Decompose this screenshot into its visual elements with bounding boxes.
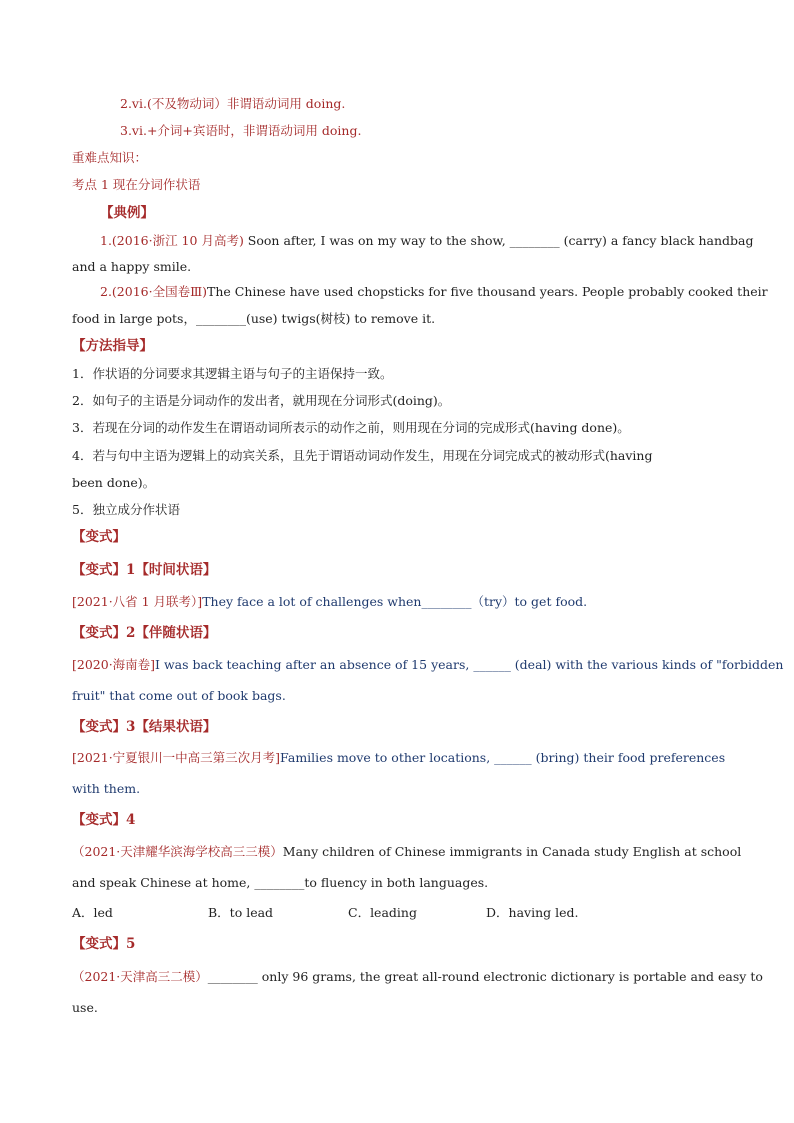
variant-2-text: I was back teaching after an absence of 15 years, ______ (deal) with the various kinds of "forbidden (155, 657, 784, 672)
example-1 (100, 233, 754, 249)
variant-5-header: 【变式】5 (72, 936, 136, 952)
variant-4-source: （2021·天津耀华滨海学校高三三模） (72, 844, 283, 859)
method-3: 3．若现在分词的动作发生在谓语动词所表示的动作之前，则用现在分词的完成形式(having done)。 (72, 420, 630, 435)
example-2-text: The Chinese have used chopsticks for five thousand years. People probably cooked their (207, 284, 768, 299)
variant-1-source: [2021·八省 1 月联考）] (72, 594, 203, 609)
variant-2-source: [2020·海南卷] (72, 657, 156, 672)
knowledge-title: 重难点知识： (72, 150, 148, 165)
variant-3-header: 【变式】3【结果状语】 (72, 719, 217, 735)
option-b[interactable]: B．to lead (208, 905, 274, 920)
method-header: 【方法指导】 (72, 338, 153, 354)
example-1-source: 1.(2016·浙江 10 月高考) (100, 233, 244, 248)
variant-5-text: ________ only 96 grams, the great all-round electronic dictionary is portable and easy to (207, 969, 763, 984)
example-2 (100, 284, 768, 300)
rule-2: 2.vi.(不及物动词）非谓语动词用 doing. (120, 96, 346, 111)
variant-2 (72, 657, 784, 673)
variant-1 (72, 594, 724, 610)
example-1-cont: and a happy smile. (72, 259, 192, 274)
option-a[interactable]: A．led (72, 905, 113, 920)
variant-3 (72, 750, 724, 766)
variant-3-cont: with them. (72, 781, 141, 796)
example-header: 【典例】 (100, 205, 154, 221)
variant-1-header: 【变式】1【时间状语】 (72, 562, 217, 578)
variant-5-cont: use. (72, 1000, 98, 1015)
rule-3: 3.vi.+介词+宾语时，非谓语动词用 doing. (120, 123, 362, 138)
variant-4-text: Many children of Chinese immigrants in Canada study English at school (282, 844, 742, 859)
example-1-text: Soon after, I was on my way to the show, ________ (carry) a fancy black handbag (243, 233, 754, 248)
variant-3-text: Families move to other locations, ______ (bring) their food preferences (280, 750, 726, 765)
method-2: 2．如句子的主语是分词动作的发出者，就用现在分词形式(doing)。 (72, 393, 451, 408)
example-2-cont: food in large pots，________(use) twigs(树枝) to remove it. (72, 311, 436, 326)
option-d[interactable]: D．having led. (486, 905, 579, 920)
variant-2-header: 【变式】2【伴随状语】 (72, 625, 217, 641)
method-4: 4．若与句中主语为逻辑上的动宾关系，且先于谓语动词动作发生，用现在分词完成式的被动形式(having (72, 448, 653, 463)
example-2-source: 2.(2016·全国卷Ⅲ) (100, 284, 208, 299)
variant-5 (72, 969, 763, 985)
method-5: 5．独立成分作状语 (72, 502, 180, 517)
variant-5-source: （2021·天津高三二模） (72, 969, 208, 984)
method-4-cont: been done)。 (72, 475, 156, 490)
method-1: 1．作状语的分词要求其逻辑主语与句子的主语保持一致。 (72, 366, 393, 381)
variant-2-cont: fruit" that come out of book bags. (72, 688, 286, 703)
variant-header: 【变式】 (72, 529, 126, 545)
variant-4-cont: and speak Chinese at home, ________to fluency in both languages. (72, 875, 489, 890)
variant-3-source: [2021·宁夏银川一中高三第三次月考] (72, 750, 281, 765)
variant-1-text: They face a lot of challenges when________（try）to get food. (202, 594, 588, 609)
option-c[interactable]: C．leading (348, 905, 417, 920)
variant-4 (72, 844, 742, 860)
topic-1-title: 考点 1 现在分词作状语 (72, 177, 201, 192)
variant-4-header: 【变式】4 (72, 812, 136, 828)
